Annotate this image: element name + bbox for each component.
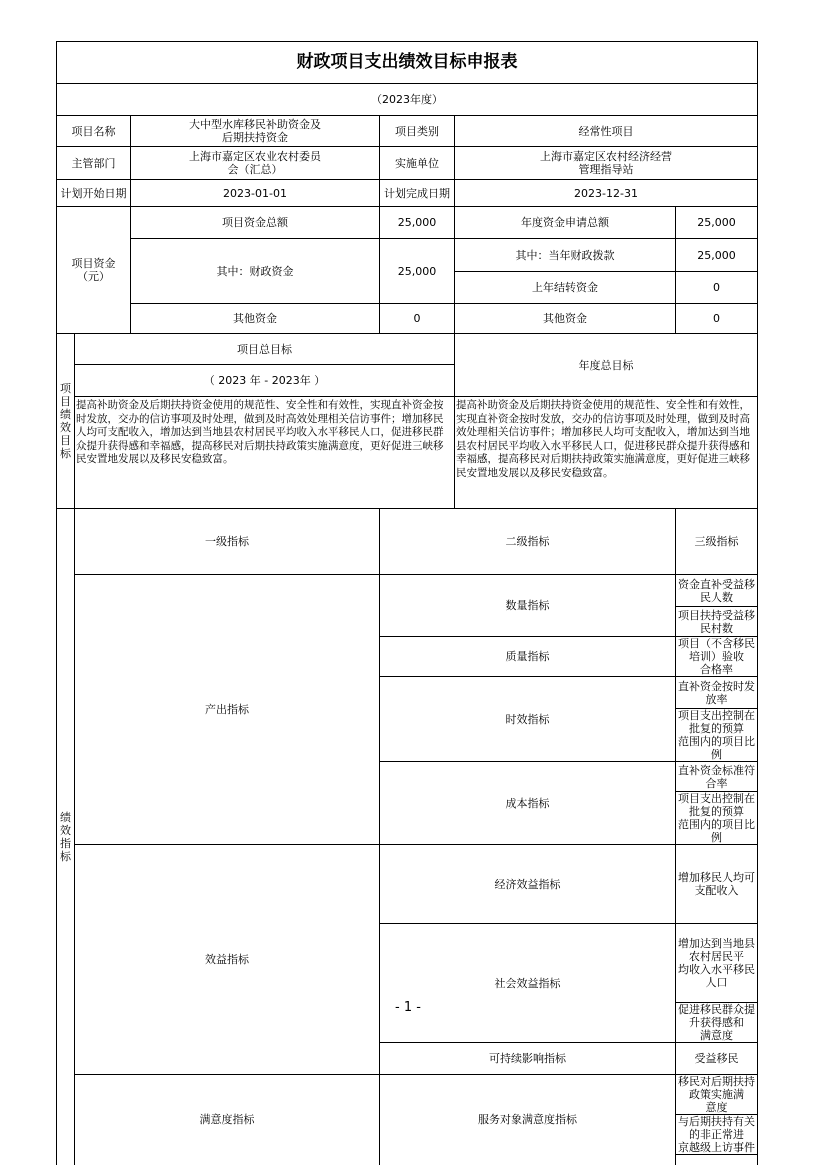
dept-value: 上海市嘉定区农业农村委员 会（汇总） — [131, 147, 380, 180]
l3-cell: 资金直补受益移民人数 — [676, 575, 758, 607]
other-funds-value: 0 — [380, 304, 455, 334]
l3-cell — [676, 1155, 758, 1165]
other-funds-label: 其他资金 — [131, 304, 380, 334]
carry-over-label: 上年结转资金 — [455, 272, 676, 304]
annual-total-value: 25,000 — [676, 207, 758, 239]
l3-cell: 项目扶持受益移民村数 — [676, 607, 758, 637]
level1-header: 一级指标 — [75, 509, 380, 575]
l3-cell: 直补资金按时发放率 — [676, 677, 758, 709]
project-name-value: 大中型水库移民补助资金及 后期扶持资金 — [131, 116, 380, 147]
l3-cell: 与后期扶持有关的非正常进 京越级上访事件 — [676, 1115, 758, 1155]
project-type-label: 项目类别 — [380, 116, 455, 147]
l3-cell: 项目（不含移民培训）验收 合格率 — [676, 637, 758, 677]
start-date-label: 计划开始日期 — [57, 180, 131, 207]
form-title: 财政项目支出绩效目标申报表 — [57, 42, 758, 84]
l3-cell: 直补资金标准符合率 — [676, 762, 758, 792]
l3-cell: 项目支出控制在批复的预算 范围内的项目比例 — [676, 709, 758, 762]
current-fiscal-value: 25,000 — [676, 239, 758, 272]
project-name-label: 项目名称 — [57, 116, 131, 147]
l3-cell: 增加达到当地县农村居民平 均收入水平移民人口 — [676, 924, 758, 1003]
l2-timeliness: 时效指标 — [380, 677, 676, 762]
project-type-value: 经常性项目 — [455, 116, 758, 147]
funds-label: 项目资金 （元） — [57, 207, 131, 334]
l2-quality: 质量指标 — [380, 637, 676, 677]
l3-cell: 移民对后期扶持政策实施满 意度 — [676, 1075, 758, 1115]
l2-economic: 经济效益指标 — [380, 845, 676, 924]
performance-target-form — [56, 41, 758, 1165]
current-fiscal-label: 其中：当年财政拨款 — [455, 239, 676, 272]
form-year: （2023年度） — [57, 84, 758, 116]
l2-cost: 成本指标 — [380, 762, 676, 845]
l2-sustainable: 可持续影响指标 — [380, 1043, 676, 1075]
other-funds-label-2: 其他资金 — [455, 304, 676, 334]
l2-quantity: 数量指标 — [380, 575, 676, 637]
l3-cell: 项目支出控制在批复的预算 范围内的项目比例 — [676, 792, 758, 845]
l3-cell: 增加移民人均可支配收入 — [676, 845, 758, 924]
end-date-label: 计划完成日期 — [380, 180, 455, 207]
carry-over-value: 0 — [676, 272, 758, 304]
l2-social: 社会效益指标 — [380, 924, 676, 1043]
total-funds-value: 25,000 — [380, 207, 455, 239]
page-number: - 1 - — [395, 1000, 421, 1015]
l1-satisfaction: 满意度指标 — [75, 1075, 380, 1165]
l1-output: 产出指标 — [75, 575, 380, 845]
dept-label: 主管部门 — [57, 147, 131, 180]
annual-total-label: 年度资金申请总额 — [455, 207, 676, 239]
overall-goal-text: 提高补助资金及后期扶持资金使用的规范性、安全性和有效性，实现直补资金按时发放，交办的信访事项及时处理，做到及时高效处理相关信访事件；增加移民人均可支配收入，增加达到当地县农村居民平均收入水平移民人口，促进移民群众提升获得感和幸福感，提高移民对后期扶持政策实施满意度，更好促进三峡移民安置地发展以及移民安稳致富。 — [75, 397, 455, 509]
l1-benefit: 效益指标 — [75, 845, 380, 1075]
goal-period: （ 2023 年 - 2023年 ） — [75, 365, 455, 397]
impl-unit-value: 上海市嘉定区农村经济经营 管理指导站 — [455, 147, 758, 180]
level3-header: 三级指标 — [676, 509, 758, 575]
other-funds-value-2: 0 — [676, 304, 758, 334]
start-date-value: 2023-01-01 — [131, 180, 380, 207]
fiscal-value: 25,000 — [380, 239, 455, 304]
overall-goal-label: 项目总目标 — [75, 334, 455, 365]
end-date-value: 2023-12-31 — [455, 180, 758, 207]
annual-goal-text: 提高补助资金及后期扶持资金使用的规范性、安全性和有效性，实现直补资金按时发放，交办的信访事项及时处理，做到及时高效处理相关信访事件；增加移民人均可支配收入，增加达到当地县农村居民平均收入水平移民人口，促进移民群众提升获得感和幸福感，提高移民对后期扶持政策实施满意度，更好促进三峡移民安置地发展以及移民安稳致富。 — [455, 397, 758, 509]
goal-side-label: 项 目 绩 效 目 标 — [57, 334, 75, 509]
level2-header: 二级指标 — [380, 509, 676, 575]
impl-unit-label: 实施单位 — [380, 147, 455, 180]
total-funds-label: 项目资金总额 — [131, 207, 380, 239]
l2-service-satisfaction: 服务对象满意度指标 — [380, 1075, 676, 1165]
l3-cell: 促进移民群众提升获得感和 满意度 — [676, 1003, 758, 1043]
l3-cell: 受益移民 — [676, 1043, 758, 1075]
fiscal-label: 其中：财政资金 — [131, 239, 380, 304]
annual-goal-label: 年度总目标 — [455, 334, 758, 397]
perf-side-label: 绩 效 指 标 — [57, 509, 75, 1165]
